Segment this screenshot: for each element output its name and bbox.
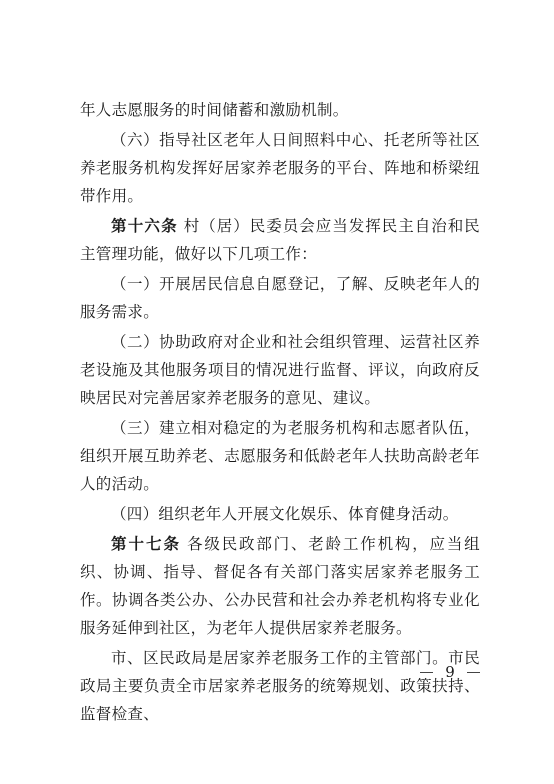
page-number-text: 9 — [445, 663, 455, 681]
paragraph-civil-affairs — [80, 644, 480, 728]
paragraph-item-1 — [80, 270, 480, 326]
paragraph-item-6 — [80, 126, 480, 210]
paragraph-text: 各级民政部门、老龄工作机构，应当组织、协调、指导、督促各有关部门落实居家养老服务工作。协调各类公办、公办民营和社会办养老机构将专业化服务延伸到社区，为老年人提供居家养老服务。 — [80, 535, 480, 637]
paragraph-text: （三）建立相对稳定的为老服务机构和志愿者队伍，组织开展互助养老、志愿服务和低龄老年人扶助高龄老年人的活动。 — [80, 419, 480, 493]
page-number-dash-left — [420, 672, 433, 673]
paragraph-article-16 — [80, 212, 480, 268]
paragraph-article-17 — [80, 530, 480, 642]
paragraph-text: 村（居）民委员会应当发挥民主自治和民主管理功能，做好以下几项工作： — [80, 217, 480, 263]
paragraph-item-4 — [80, 500, 480, 528]
article-label: 第十六条 — [111, 217, 178, 235]
paragraph-continuation — [80, 96, 480, 124]
paragraph-text: （一）开展居民信息自愿登记，了解、反映老年人的服务需求。 — [80, 275, 480, 321]
paragraph-text: 年人志愿服务的时间储蓄和激励机制。 — [80, 101, 349, 119]
paragraph-item-2 — [80, 328, 480, 412]
paragraph-text: （六）指导社区老年人日间照料中心、托老所等社区养老服务机构发挥好居家养老服务的平台、阵地和桥梁纽带作用。 — [80, 131, 480, 205]
page-number-dash-right — [467, 672, 480, 673]
paragraph-item-3 — [80, 414, 480, 498]
paragraph-text: （二）协助政府对企业和社会组织管理、运营社区养老设施及其他服务项目的情况进行监督、评议，向政府反映居民对完善居家养老服务的意见、建议。 — [80, 333, 480, 407]
paragraph-text: 市、区民政局是居家养老服务工作的主管部门。市民政局主要负责全市居家养老服务的统筹规划、政策扶持、监督检查、 — [80, 649, 480, 723]
paragraph-text: （四）组织老年人开展文化娱乐、体育健身活动。 — [111, 505, 459, 523]
page-number — [420, 662, 480, 682]
document-body — [80, 96, 480, 730]
article-label: 第十七条 — [111, 535, 182, 553]
